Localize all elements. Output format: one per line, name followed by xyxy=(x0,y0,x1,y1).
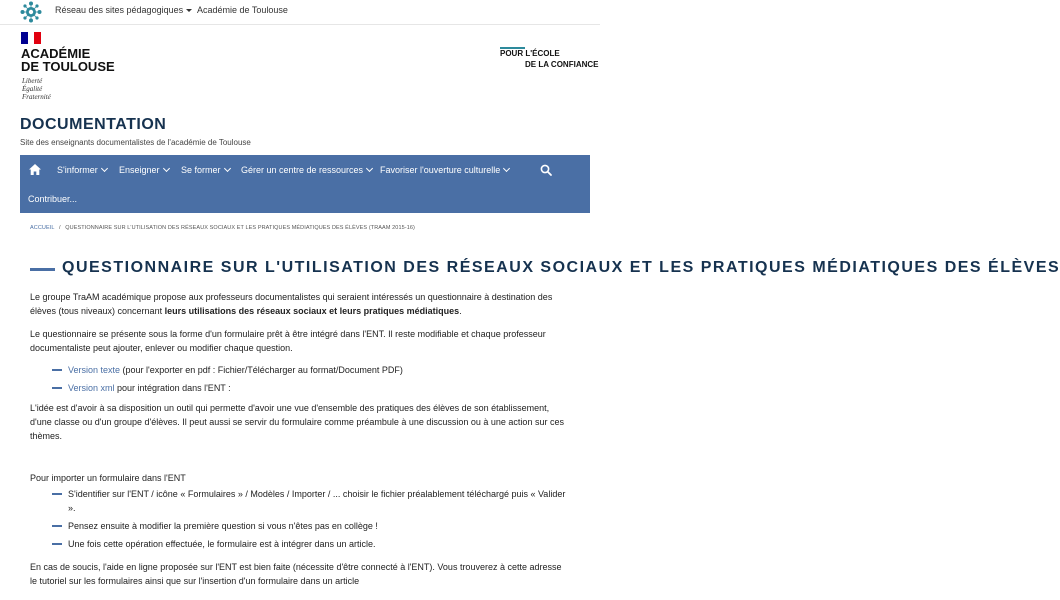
list-item-version-text xyxy=(30,363,570,381)
nav-label: Gérer un centre de ressources xyxy=(241,165,364,175)
academie-link[interactable]: Académie de Toulouse xyxy=(197,5,288,15)
nav-item-gerer-centre[interactable] xyxy=(241,165,372,175)
slogan-line2: DE LA CONFIANCE xyxy=(525,60,599,69)
breadcrumb xyxy=(30,225,415,231)
caret-down-icon xyxy=(186,9,192,12)
version-xml-link[interactable]: Version xml xyxy=(68,383,115,393)
chevron-down-icon xyxy=(503,165,510,172)
nav-label: S'informer xyxy=(57,165,98,175)
devise-egalite: Égalité xyxy=(22,85,43,93)
breadcrumb-current: QUESTIONNAIRE SUR L'UTILISATION DES RÉSEAUX SOCIAUX ET LES PRATIQUES MÉDIATIQUES DES ÉLÈVES (TRAAM 2015-16) xyxy=(65,225,415,231)
devise-liberte: Liberté xyxy=(22,77,43,85)
academie-line2: DE TOULOUSE xyxy=(21,59,115,74)
french-flag xyxy=(21,32,41,44)
page-title: QUESTIONNAIRE SUR L'UTILISATION DES RÉSEAUX SOCIAUX ET LES PRATIQUES MÉDIATIQUES DES ÉLÈVES xyxy=(62,259,1060,276)
nav-label: Favoriser l'ouverture culturelle xyxy=(380,165,501,175)
chevron-down-icon xyxy=(223,165,230,172)
paragraph-idea: L'idée est d'avoir à sa disposition un outil qui permette d'avoir une vue d'ensemble des pratiques des élèves de son établissement, d'une classe ou d'un groupe d'élèves. Il peut aussi se servir du formulaire comme préambule à une discussion ou à une action sur ces thèmes. xyxy=(30,403,564,441)
home-icon[interactable] xyxy=(29,164,41,175)
paragraph-form: Le questionnaire se présente sous la forme d'un formulaire prêt à être intégré dans l'ENT. Il reste modifiable et chaque professeur documentaliste peut ajouter, enlever ou modifier chaque question. xyxy=(30,329,546,353)
site-subtitle: Site des enseignants documentalistes de l'académie de Toulouse xyxy=(20,138,251,147)
devise xyxy=(22,77,51,101)
academie-line1: ACADÉMIE xyxy=(21,46,91,61)
nav-label: Enseigner xyxy=(119,165,160,175)
breadcrumb-home[interactable]: ACCUEIL xyxy=(30,225,55,231)
version-text-desc: (pour l'exporter en pdf : Fichier/Télécharger au format/Document PDF) xyxy=(120,365,403,375)
version-text-link[interactable]: Version texte xyxy=(68,365,121,375)
nav-item-se-former[interactable] xyxy=(181,165,230,175)
title-accent-bar xyxy=(30,268,55,271)
page-title-container xyxy=(62,259,1060,277)
chevron-down-icon xyxy=(101,165,108,172)
chevron-down-icon xyxy=(162,165,169,172)
site-title[interactable]: DOCUMENTATION xyxy=(20,116,167,133)
academie-logo[interactable] xyxy=(21,47,115,73)
nav-item-ouverture-culturelle[interactable] xyxy=(380,165,509,175)
article-content xyxy=(30,290,570,588)
list-item: S'identifier sur l'ENT / icône « Formulaires » / Modèles / Importer / ... choisir le fichier préalablement téléchargé puis « Valider ». xyxy=(30,487,570,519)
slogan xyxy=(500,48,598,70)
list-item: Une fois cette opération effectuée, le formulaire est à intégrer dans un article. xyxy=(30,537,570,551)
top-bar xyxy=(0,0,600,25)
chevron-down-icon xyxy=(366,165,373,172)
list-item: Pensez ensuite à modifier la première question si vous n'êtes pas en collège ! xyxy=(30,519,570,537)
list-item-version-xml xyxy=(30,381,570,395)
devise-fraternite: Fraternité xyxy=(22,93,51,101)
version-list xyxy=(30,363,570,395)
main-nav xyxy=(20,155,590,213)
network-logo-icon[interactable] xyxy=(20,1,42,23)
nav-item-contribuer[interactable]: Contribuer... xyxy=(28,194,78,204)
nav-item-sinformer[interactable] xyxy=(57,165,107,175)
search-icon[interactable] xyxy=(540,164,552,176)
import-steps xyxy=(30,487,570,551)
nav-label: Se former xyxy=(181,165,221,175)
nav-item-enseigner[interactable] xyxy=(119,165,169,175)
intro-end: . xyxy=(459,306,462,316)
version-xml-desc: pour intégration dans l'ENT : xyxy=(114,383,231,393)
slogan-line1: POUR L'ÉCOLE xyxy=(500,49,560,58)
paragraph-help: En cas de soucis, l'aide en ligne proposée sur l'ENT est bien faite (nécessite d'être connecté à l'ENT). Vous trouverez à cette adresse le tutoriel sur les formulaires ainsi que sur l'insertion d'un formulaire dans un article xyxy=(30,562,562,586)
network-menu[interactable] xyxy=(55,5,192,15)
intro-text: Le groupe TraAM académique propose aux professeurs documentalistes qui seraient intéressés un questionnaire à destination des élèves (tous niveaux) concernant xyxy=(30,292,553,316)
breadcrumb-separator: / xyxy=(58,225,61,231)
import-intro: Pour importer un formulaire dans l'ENT xyxy=(30,473,186,483)
intro-bold: leurs utilisations des réseaux sociaux et leurs pratiques médiatiques xyxy=(164,306,460,316)
network-menu-label: Réseau des sites pédagogiques xyxy=(55,5,184,15)
paragraph-intro xyxy=(30,290,570,318)
